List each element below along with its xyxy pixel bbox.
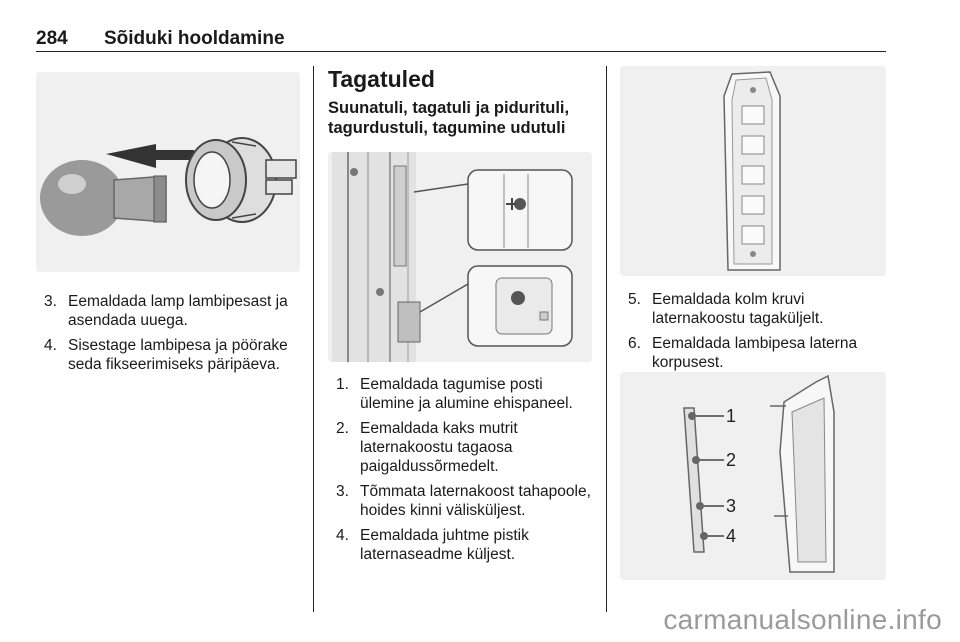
step-text: Eemaldada lamp lambipesast ja asendada uuega. <box>68 293 288 329</box>
step-number: 3. <box>336 483 349 500</box>
list-item <box>44 292 302 330</box>
list-item <box>44 336 302 374</box>
step-text: Tõmmata laternakoost tahapoole, hoides kinni välisküljest. <box>360 483 591 519</box>
list-item <box>336 419 594 476</box>
step-number: 4. <box>336 527 349 544</box>
step-number: 1. <box>336 376 349 393</box>
bulb-removal-illustration <box>36 72 300 272</box>
watermark: carmanualsonline.info <box>663 604 942 635</box>
step-number: 4. <box>44 337 57 354</box>
column-divider <box>606 66 607 612</box>
callout-1: 1 <box>726 406 737 426</box>
chapter-title: Sõiduki hooldamine <box>104 28 285 49</box>
step-number: 5. <box>628 291 641 308</box>
callout-3: 3 <box>726 496 737 516</box>
subsection-title: Suunatuli, tagatuli ja piduritulі, tagurdustuli, tagumine udutuli <box>328 99 570 137</box>
list-item <box>628 290 886 328</box>
section-title: Tagatuled <box>328 66 435 92</box>
step-list <box>44 292 302 380</box>
step-text: Eemaldada lambipesa laterna korpusest. <box>652 335 858 371</box>
list-item <box>336 482 594 520</box>
list-item <box>336 526 594 564</box>
step-text: Eemaldada kolm kruvi laternakoostu tagaküljelt. <box>652 291 824 327</box>
step-list <box>336 375 594 570</box>
tail-lamp-assembly-illustration <box>620 66 886 276</box>
step-text: Eemaldada tagumise posti ülemine ja alumine ehispaneel. <box>360 376 573 412</box>
column-divider <box>313 66 314 612</box>
step-list <box>628 290 886 378</box>
step-text: Sisestage lambipesa ja pöörake seda fikseerimiseks päripäeva. <box>68 337 288 373</box>
page-header <box>36 28 886 52</box>
page-number: 284 <box>36 28 68 49</box>
step-number: 2. <box>336 420 349 437</box>
step-number: 3. <box>44 293 57 310</box>
step-text: Eemaldada kaks mutrit laternakoostu tagaosa paigaldussõrmedelt. <box>360 420 518 475</box>
step-text: Eemaldada juhtme pistik laternaseadme küljest. <box>360 527 529 563</box>
list-item <box>628 334 886 372</box>
list-item <box>336 375 594 413</box>
bulb-holder-removal-illustration <box>620 372 886 580</box>
callout-2: 2 <box>726 450 737 470</box>
step-number: 6. <box>628 335 641 352</box>
callout-4: 4 <box>726 526 737 546</box>
header-rule <box>36 51 886 52</box>
rear-light-mounting-illustration <box>328 152 592 362</box>
